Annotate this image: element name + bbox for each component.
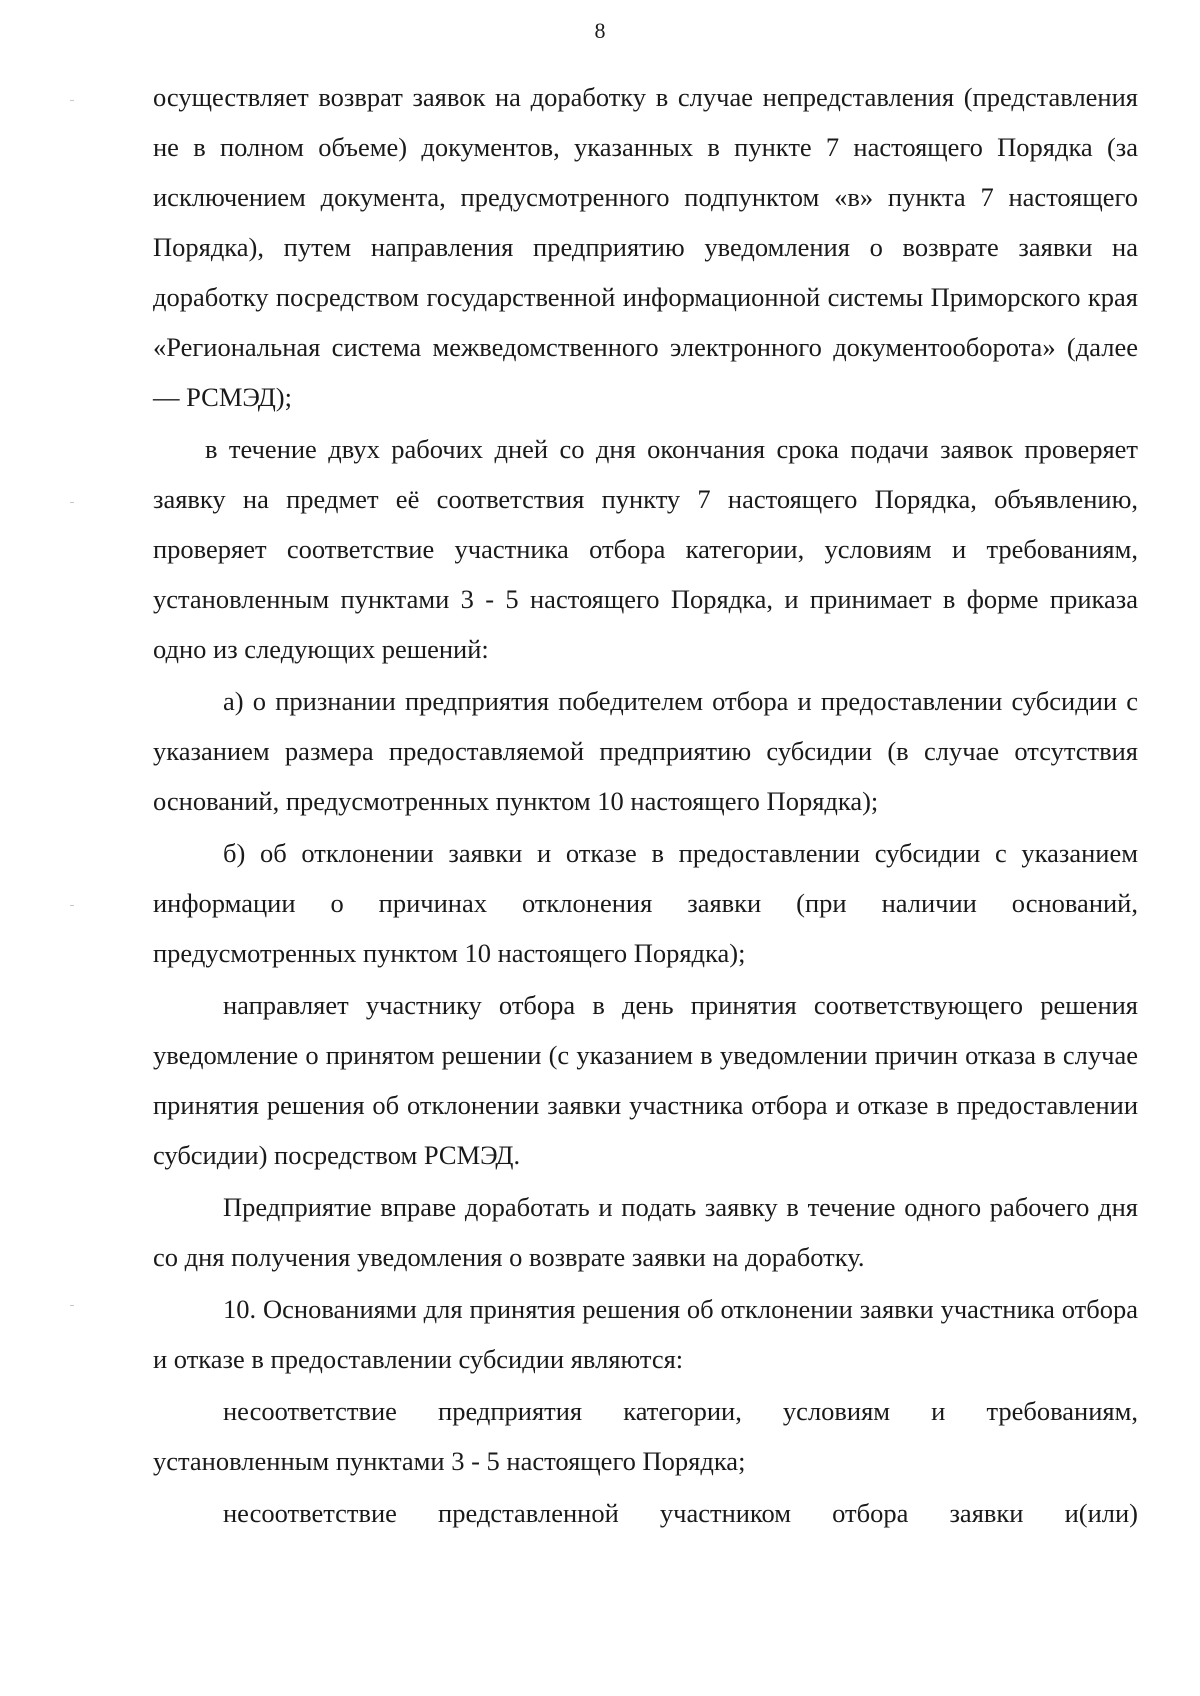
document-body — [153, 72, 1138, 1538]
paragraph-decision-a: а) о признании предприятия победителем отбора и предоставлении субсидии с указанием размера предоставляемой предприятию субсидии (в случае отсутствия оснований, предусмотренных пунктом 10 настоящего Порядка); — [153, 686, 1138, 816]
paragraph-resubmit: Предприятие вправе доработать и подать заявку в течение одного рабочего дня со дня получения уведомления о возврате заявки на доработку. — [153, 1192, 1138, 1272]
margin-mark — [70, 1305, 74, 1306]
paragraph-decision-b: б) об отклонении заявки и отказе в предоставлении субсидии с указанием информации о причинах отклонения заявки (при наличии оснований, предусмотренных пунктом 10 настоящего Порядка); — [153, 838, 1138, 968]
paragraph-nonconformity-application: несоответствие представленной участником отбора заявки и(или) — [223, 1498, 1138, 1528]
margin-mark — [70, 905, 74, 906]
paragraph-nonconformity-enterprise: несоответствие предприятия категории, условиям и требованиям, установленным пунктами 3 - 5 настоящего Порядка; — [153, 1396, 1138, 1476]
paragraph-send-notification: направляет участнику отбора в день принятия соответствующего решения уведомление о принятом решении (с указанием в уведомлении причин отказа в случае принятия решения об отклонении заявки участника отбора и отказе в предоставлении субсидии) посредством РСМЭД. — [153, 990, 1138, 1170]
page-number: 8 — [594, 18, 606, 43]
margin-mark — [70, 100, 74, 101]
paragraph-return-applications: осуществляет возврат заявок на доработку в случае непредставления (представления не в полном объеме) документов, указанных в пункте 7 настоящего Порядка (за исключением документа, предусмотренного подпунктом «в» пункта 7 настоящего Порядка), путем направления предприятию уведомления о возврате заявки на доработку посредством государственной информационной системы Приморского края «Региональная система межведомственного электронного документооборота» (далее — РСМЭД); — [153, 82, 1138, 412]
margin-mark — [70, 502, 74, 503]
paragraph-item-10: 10. Основаниями для принятия решения об отклонении заявки участника отбора и отказе в предоставлении субсидии являются: — [153, 1294, 1138, 1374]
paragraph-check-application: в течение двух рабочих дней со дня окончания срока подачи заявок проверяет заявку на предмет её соответствия пункту 7 настоящего Порядка, объявлению, проверяет соответствие участника отбора категории, условиям и требованиям, установленным пунктами 3 - 5 настоящего Порядка, и принимает в форме приказа одно из следующих решений: — [153, 434, 1138, 664]
